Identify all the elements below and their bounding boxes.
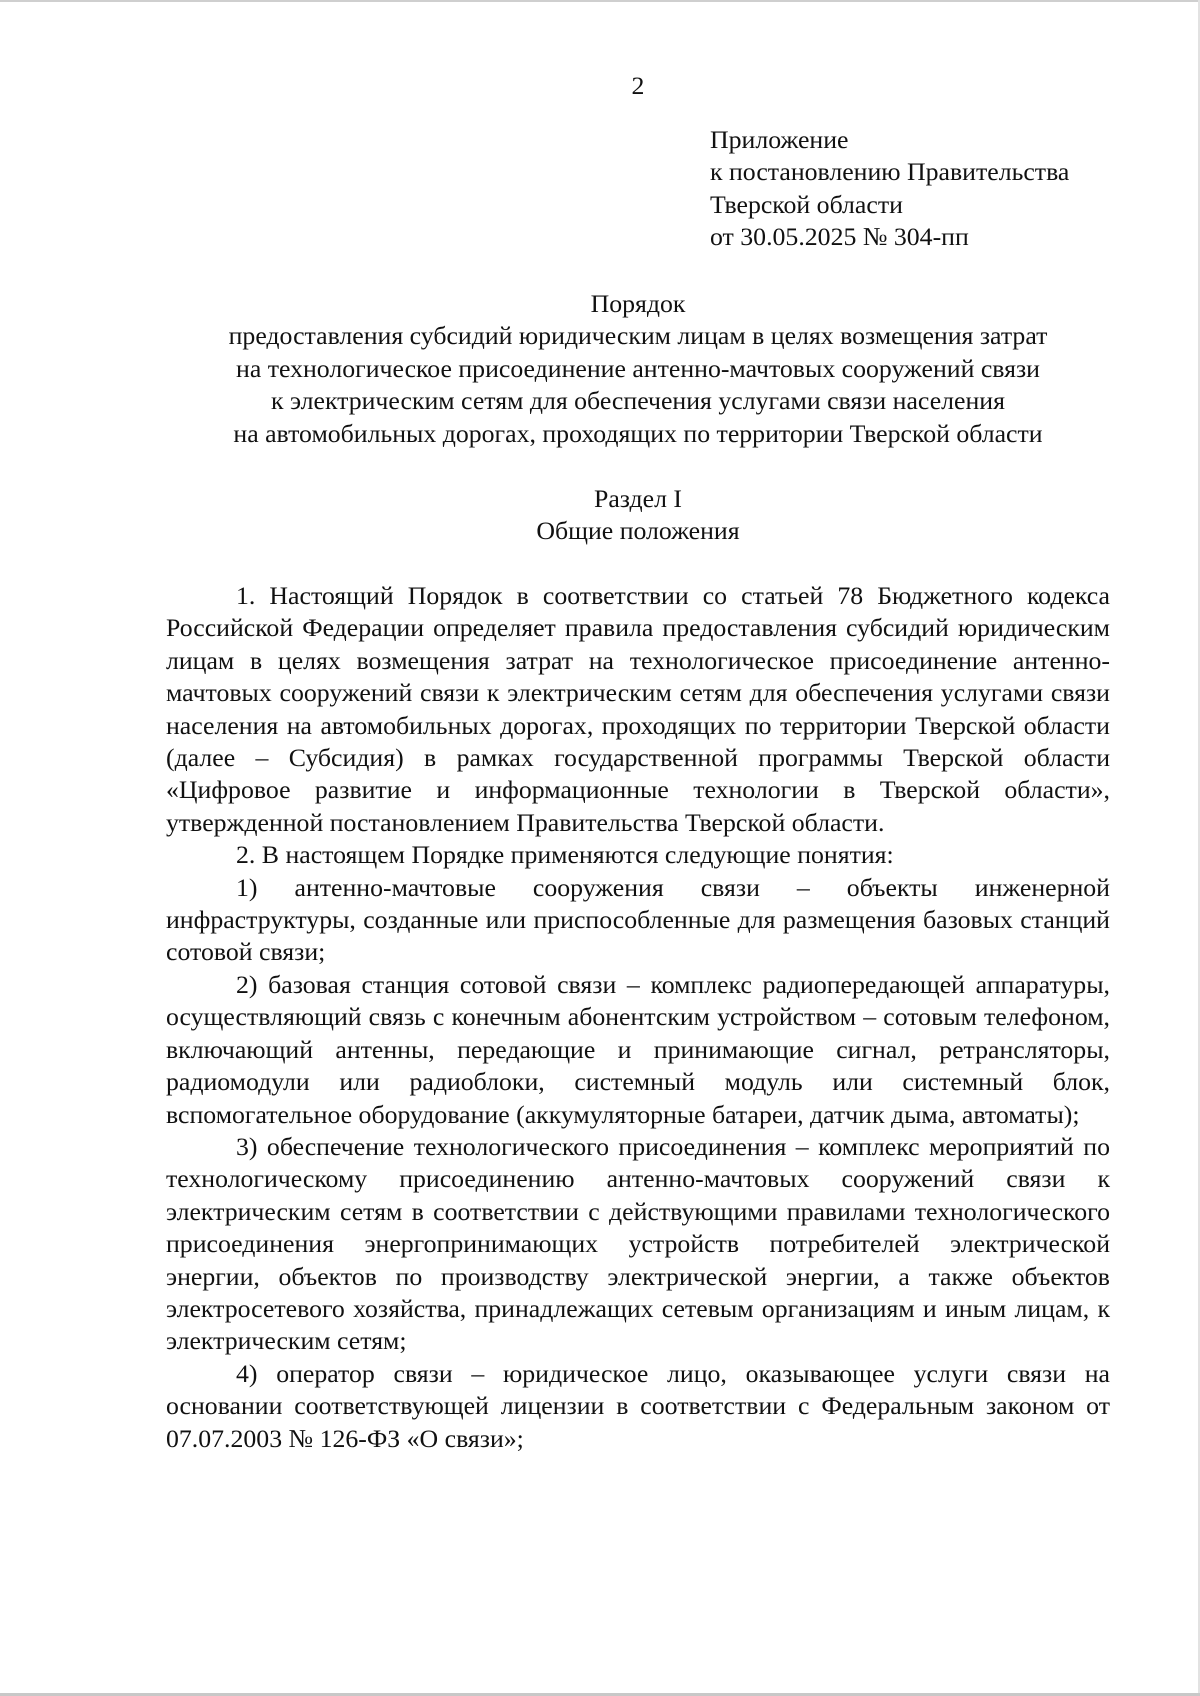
- paragraph: 3) обеспечение технологического присоединения – комплекс мероприятий по технологическому присоединению антенно-мачтовых сооружений связи к электрическим сетям в соответствии с действующими правилами технологического присоединения энергопринимающих устройств потребителей электрической энергии, объектов по производству электрической энергии, а также объектов электросетевого хозяйства, принадлежащих сетевым организациям и иным лицам, к электрическим сетям;: [166, 1131, 1110, 1356]
- document-title: [166, 288, 1110, 450]
- paragraph: 1. Настоящий Порядок в соответствии со статьей 78 Бюджетного кодекса Российской Федерации определяет правила предоставления субсидий юридическим лицам в целях возмещения затрат на технологическое присоединение антенно-мачтовых сооружений связи к электрическим сетям для обеспечения услугами связи населения на автомобильных дорогах, проходящих по территории Тверской области (далее – Субсидия) в рамках государственной программы Тверской области «Цифровое развитие и информационные технологии в Тверской области», утвержденной постановлением Правительства Тверской области.: [166, 581, 1110, 837]
- appendix-date-number: от 30.05.2025 № 304-пп: [710, 222, 969, 252]
- paragraph: 1) антенно-мачтовые сооружения связи – объекты инженерной инфраструктуры, созданные или приспособленные для размещения базовых станций сотовой связи;: [166, 872, 1110, 967]
- paragraph: 2) базовая станция сотовой связи – комплекс радиопередающей аппаратуры, осуществляющий связь с конечным абонентским устройством – сотовым телефоном, включающий антенны, передающие и принимающие сигнал, ретрансляторы, радиомодули или радиоблоки, системный модуль или системный блок, вспомогательное оборудование (аккумуляторные батареи, датчик дыма, автоматы);: [166, 969, 1110, 1129]
- appendix-line: Тверской области: [710, 189, 903, 219]
- paragraph: 2. В настоящем Порядке применяются следующие понятия:: [236, 840, 894, 870]
- appendix-block: [710, 124, 1069, 254]
- title-line: на автомобильных дорогах, проходящих по территории Тверской области: [233, 418, 1043, 448]
- title-line: предоставления субсидий юридическим лицам в целях возмещения затрат: [228, 321, 1048, 351]
- scan-edge-top: [0, 0, 1200, 2]
- appendix-line: Приложение: [710, 125, 849, 154]
- title-heading: Порядок: [590, 289, 686, 318]
- body-text: [166, 580, 1110, 1455]
- page-number: 2: [631, 71, 645, 100]
- paragraph: 4) оператор связи – юридическое лицо, оказывающее услуги связи на основании соответствующей лицензии в соответствии с Федеральным законом от 07.07.2003 № 126-ФЗ «О связи»;: [166, 1358, 1110, 1453]
- section-number: Раздел I: [593, 484, 682, 513]
- title-line: к электрическим сетям для обеспечения услугами связи населения: [271, 386, 1005, 416]
- title-line: на технологическое присоединение антенно-мачтовых сооружений связи: [236, 353, 1040, 383]
- appendix-line: к постановлению Правительства: [710, 157, 1070, 187]
- section-heading: [166, 483, 1110, 548]
- section-name: Общие положения: [536, 516, 740, 546]
